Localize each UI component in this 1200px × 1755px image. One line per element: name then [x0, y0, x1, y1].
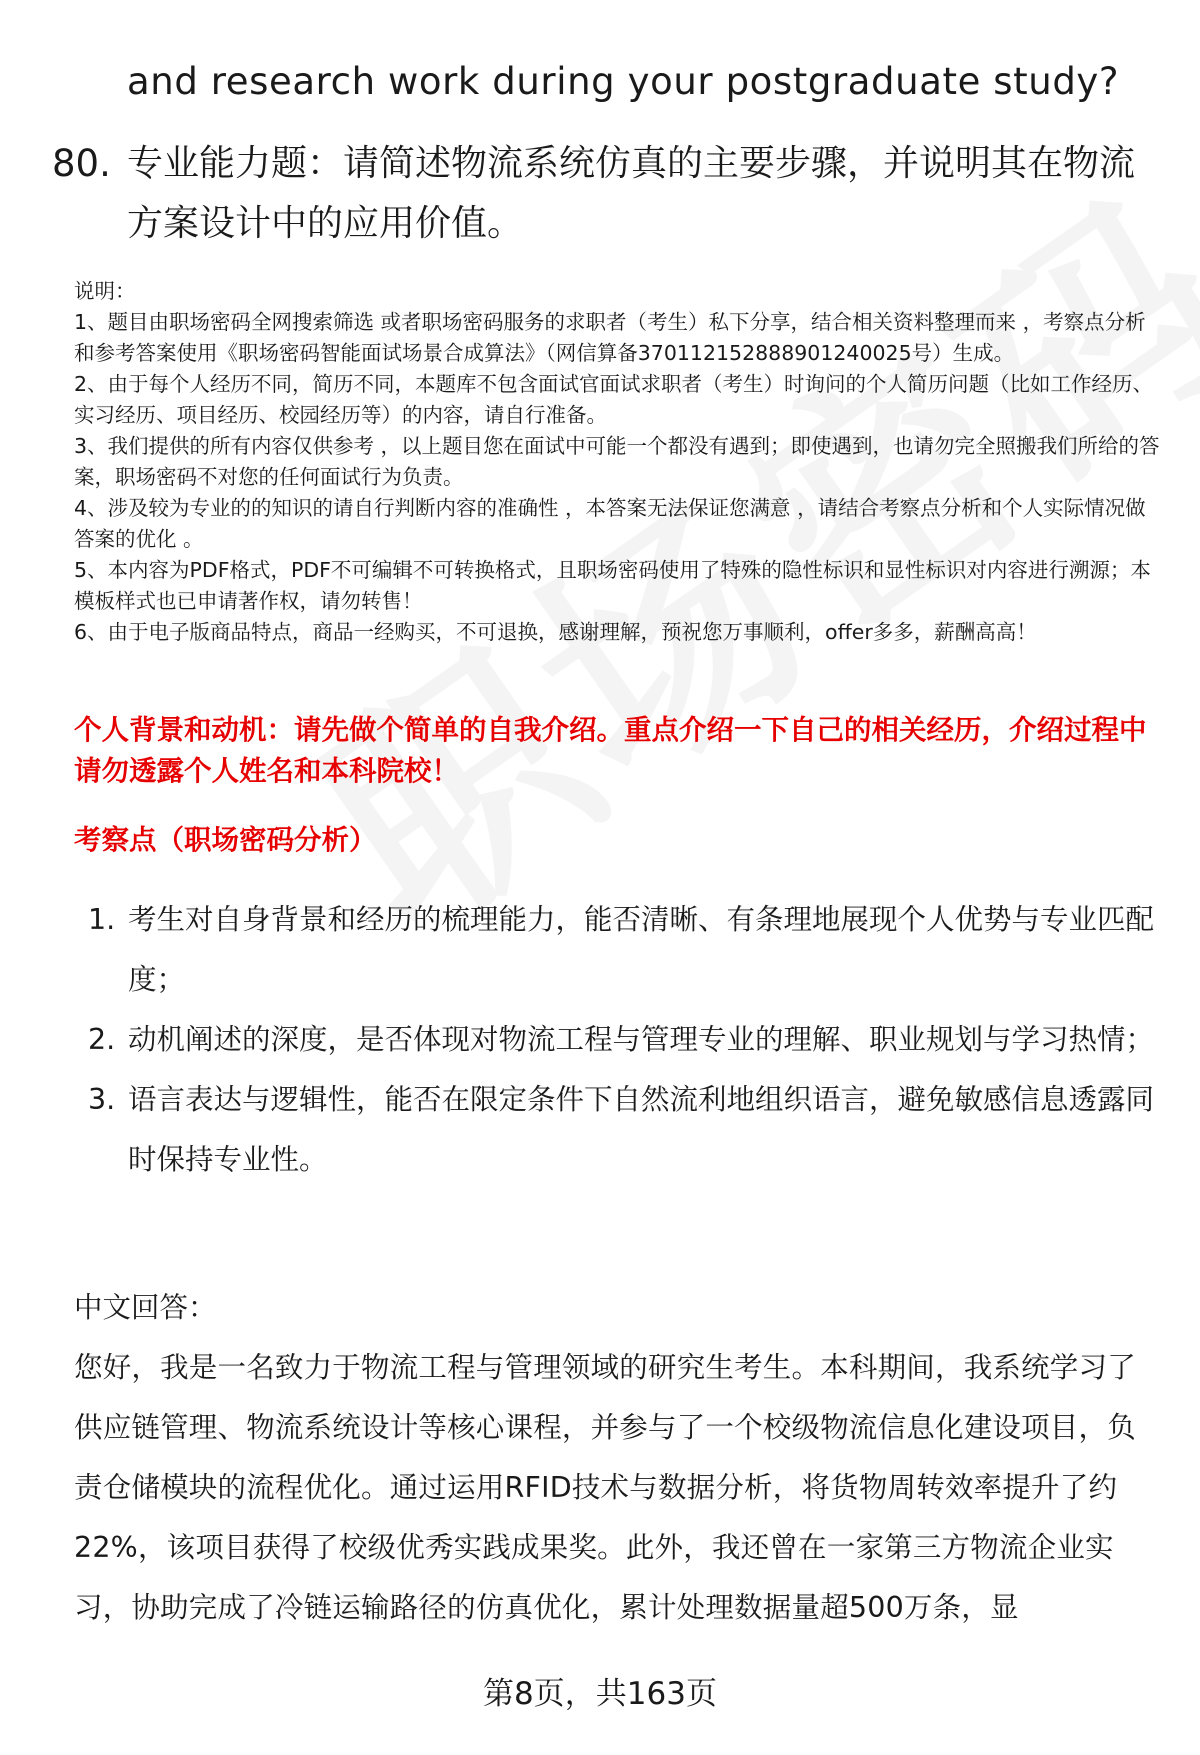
note-item: 3、我们提供的所有内容仅供参考 ，以上题目您在面试中可能一个都没有遇到；即使遇到，也请勿完全照搬我们所给的答案，职场密码不对您的任何面试行为负责。 [74, 434, 1160, 489]
focus-point [74, 1010, 1164, 1070]
note-item: 4、涉及较为专业的的知识的请自行判断内容的准确性 ，本答案无法保证您满意 ，请结合考察点分析和个人实际情况做答案的优化 。 [74, 496, 1146, 551]
focus-point [74, 890, 1164, 1010]
page-footer: 第8页，共163页 [483, 1676, 717, 1712]
question-text: 专业能力题：请简述物流系统仿真的主要步骤，并说明其在物流方案设计中的应用价值。 [127, 143, 1136, 244]
focus-point-number: 2. [88, 1023, 116, 1056]
focus-point-number: 3. [88, 1083, 116, 1116]
note-item: 1、题目由职场密码全网搜索筛选 或者职场密码服务的求职者（考生）私下分享，结合相关资料整理而来 ，考察点分析和参考答案使用《职场密码智能面试场景合成算法》（网信算备370112152888901240025号）生成。 [74, 310, 1146, 365]
question-number: 80. [52, 142, 111, 185]
note-item: 6、由于电子版商品特点，商品一经购买，不可退换，感谢理解，预祝您万事顺利，offer多多，薪酬高高！ [74, 620, 1037, 644]
focus-points-list [74, 890, 1164, 1190]
focus-point-text: 语言表达与逻辑性，能否在限定条件下自然流利地组织语言，避免敏感信息透露同时保持专业性。 [128, 1083, 1155, 1176]
focus-point [74, 1070, 1164, 1190]
answer-label: 中文回答： [74, 1291, 217, 1324]
previous-question-continuation: and research work during your postgraduate study? [127, 60, 1120, 103]
answer-body: 您好，我是一名致力于物流工程与管理领域的研究生考生。本科期间，我系统学习了供应链管理、物流系统设计等核心课程，并参与了一个校级物流信息化建设项目，负责仓储模块的流程优化。通过运用RFID技术与数据分析，将货物周转效率提升了约22%，该项目获得了校级优秀实践成果奖。此外，我还曾在一家第三方物流企业实习，协助完成了冷链运输路径的仿真优化，累计处理数据量超500万条，显 [74, 1351, 1136, 1624]
focus-point-text: 动机阐述的深度，是否体现对物流工程与管理专业的理解、职业规划与学习热情； [128, 1023, 1155, 1056]
focus-points-title: 考察点（职场密码分析） [74, 824, 377, 856]
note-item: 2、由于每个人经历不同，简历不同，本题库不包含面试官面试求职者（考生）时询问的个人简历问题（比如工作经历、实习经历、项目经历、校园经历等）的内容，请自行准备。 [74, 372, 1154, 427]
notes-block [74, 276, 1164, 648]
interview-question-title: 个人背景和动机：请先做个简单的自我介绍。重点介绍一下自己的相关经历，介绍过程中请勿透露个人姓名和本科院校！ [74, 714, 1147, 787]
notes-heading: 说明： [74, 279, 136, 303]
focus-point-text: 考生对自身背景和经历的梳理能力，能否清晰、有条理地展现个人优势与专业匹配度； [128, 903, 1155, 996]
focus-point-number: 1. [88, 903, 116, 936]
note-item: 5、本内容为PDF格式，PDF不可编辑不可转换格式，且职场密码使用了特殊的隐性标识和显性标识对内容进行溯源；本模板样式也已申请著作权，请勿转售！ [74, 558, 1151, 613]
